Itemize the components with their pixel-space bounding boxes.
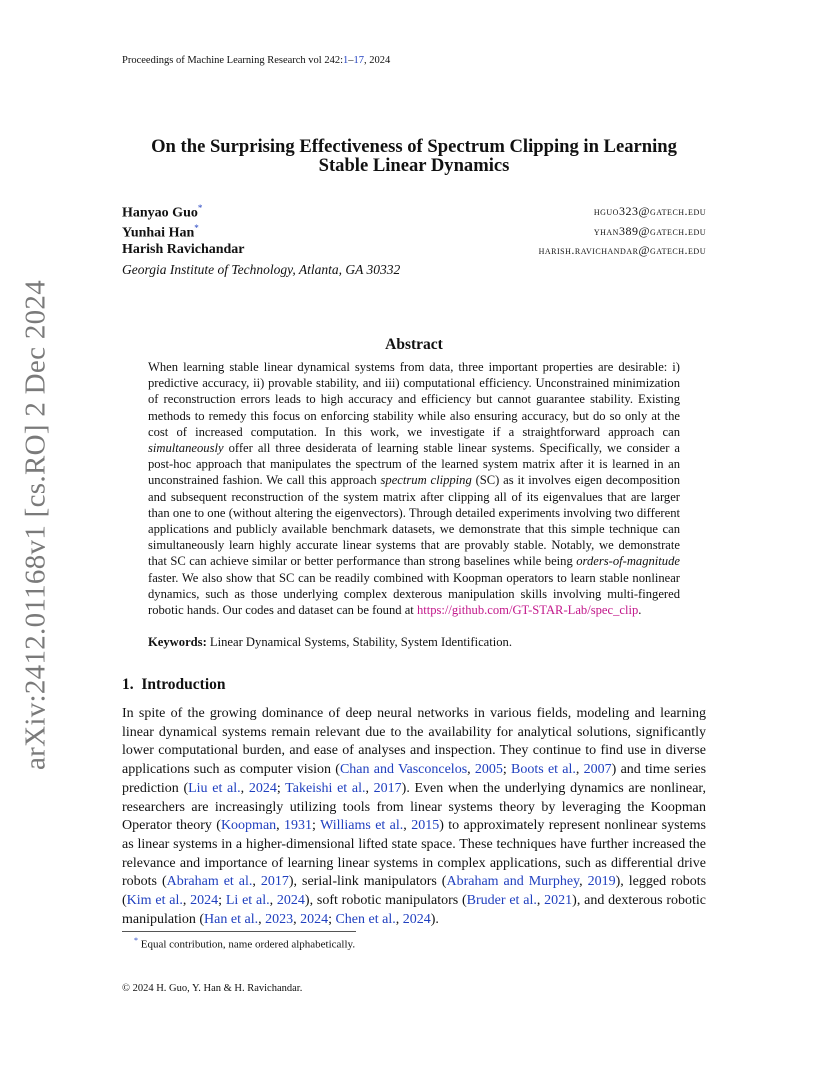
- author-name: Harish Ravichandar: [122, 242, 245, 257]
- keywords-label: Keywords:: [148, 635, 207, 649]
- body-text: ;: [502, 762, 512, 778]
- citation-link[interactable]: 2005: [474, 762, 503, 778]
- body-text: ;: [276, 780, 286, 796]
- footnote-mark-link[interactable]: *: [194, 222, 199, 233]
- footnote-text: Equal contribution, name ordered alphabetically.: [138, 938, 356, 951]
- author-row: [122, 242, 706, 262]
- citation-link[interactable]: Boots et al.: [511, 762, 576, 778]
- citation-link[interactable]: Williams et al.: [320, 818, 404, 834]
- citation-link[interactable]: 2007: [583, 762, 612, 778]
- body-text: ), soft robotic manipulators (: [304, 893, 467, 909]
- body-text: ,: [467, 762, 475, 778]
- venue-text: Proceedings of Machine Learning Research vol 242:: [122, 55, 344, 66]
- abstract-text: (SC) as it involves eigen decomposition and subsequent reconstruction of the system matrix after clipping all of its eigenvalues that are larger than one to one (without altering the eigenvectors). Through detailed experiments involving two different applications and publicly available benchmark datasets, we demonstrate that this simple technique can simultaneously learn highly accurate linear systems that are provably stable. Notably, we demonstrate that SC can achieve similar or better performance than strong baselines while being: [148, 473, 681, 569]
- abstract-heading: Abstract: [385, 336, 443, 353]
- body-text: ).: [430, 911, 439, 927]
- body-text: ) and time series prediction (: [122, 762, 707, 796]
- body-text: ), serial-link manipulators (: [288, 874, 447, 890]
- citation-link[interactable]: Kim et al.: [126, 893, 183, 909]
- abstract-emphasis: orders-of-magnitude: [576, 554, 680, 569]
- body-text: ), and dexterous robotic manipulation (: [122, 893, 707, 927]
- author-block: [122, 203, 706, 278]
- citation-link[interactable]: Koopman: [220, 818, 277, 834]
- body-text: ,: [258, 911, 266, 927]
- citation-link[interactable]: Han et al.: [204, 911, 259, 927]
- citation-link[interactable]: 2024: [402, 911, 431, 927]
- header-year: , 2024: [364, 55, 391, 66]
- citation-link[interactable]: Takeishi et al.: [285, 780, 366, 796]
- section-heading: [122, 676, 226, 694]
- citation-link[interactable]: 2017: [260, 874, 289, 890]
- body-text: ), legged robots (: [122, 874, 707, 909]
- body-text: ;: [328, 911, 336, 927]
- title-line-2: Stable Linear Dynamics: [318, 155, 510, 176]
- paper-title: [100, 137, 728, 175]
- citation-link[interactable]: 2015: [411, 818, 440, 834]
- abstract-emphasis: simultaneously: [148, 441, 224, 456]
- body-text: ,: [536, 893, 545, 909]
- author-email: hguo323@gatech.edu: [593, 204, 706, 218]
- abstract-text: .: [638, 603, 642, 618]
- body-text: ;: [218, 893, 226, 909]
- author-row: [122, 203, 706, 223]
- code-url-link[interactable]: https://github.com/GT-STAR-Lab/spec_clip: [416, 603, 639, 618]
- body-text: ). Even when the underlying dynamics are nonlinear, researchers are increasingly utilizing tools from linear systems theory by leveraging the Koopman Operator theory (: [122, 780, 707, 834]
- citation-link[interactable]: Li et al.: [225, 893, 270, 909]
- body-text: ;: [312, 818, 321, 834]
- citation-link[interactable]: Abraham and Murphey: [446, 874, 580, 890]
- citation-link[interactable]: 2024: [248, 780, 277, 796]
- body-text: ,: [276, 818, 285, 834]
- body-text: ,: [240, 780, 249, 796]
- keywords: [148, 635, 680, 650]
- footnote-mark-link[interactable]: *: [197, 203, 203, 213]
- citation-link[interactable]: 1931: [284, 818, 313, 834]
- intro-paragraph: [122, 705, 706, 929]
- author-name: [122, 223, 199, 242]
- citation-link[interactable]: Chan and Vasconcelos: [339, 762, 468, 778]
- citation-link[interactable]: 2024: [300, 911, 329, 927]
- keywords-text: Linear Dynamical Systems, Stability, System Identification.: [206, 635, 512, 649]
- body-text: ,: [293, 911, 301, 927]
- arxiv-identifier: arXiv:2412.01168v1 [cs.RO] 2 Dec 2024: [19, 279, 52, 771]
- author-email: yhan389@gatech.edu: [593, 223, 706, 238]
- citation-link[interactable]: Abraham et al.: [166, 874, 253, 890]
- copyright-notice: © 2024 H. Guo, Y. Han & H. Ravichandar.: [122, 983, 303, 994]
- body-text: ,: [252, 874, 261, 890]
- section-number: 1.: [122, 676, 134, 693]
- body-text: ,: [269, 893, 277, 909]
- citation-link[interactable]: 2021: [544, 893, 573, 909]
- citation-link[interactable]: 2017: [373, 780, 402, 796]
- body-text: ,: [365, 780, 374, 796]
- body-text: ,: [579, 874, 588, 890]
- body-text: ,: [575, 762, 584, 778]
- author-email: harish.ravichandar@gatech.edu: [538, 243, 706, 257]
- citation-link[interactable]: 2024: [276, 893, 305, 909]
- citation-link[interactable]: 2023: [265, 911, 294, 927]
- abstract-text: faster. We also show that SC can be readily combined with Koopman operators to learn stable nonlinear dynamics, such as those underlying complex dexterous manipulation skills involving multi-fingered robotic hands. Our codes and dataset can be found at: [148, 570, 680, 618]
- abstract-body: [148, 359, 680, 618]
- affiliation: Georgia Institute of Technology, Atlanta, GA 30332: [122, 261, 401, 277]
- page-end-link[interactable]: 17: [353, 55, 365, 66]
- arxiv-sidebar: [14, 279, 58, 771]
- abstract-text: When learning stable linear dynamical systems from data, three important properties are desirable: i) predictive accuracy, ii) provable stability, and iii) computational efficiency. Unconstrained minimization of reconstruction errors leads to high accuracy and efficiency but cannot guarantee stability. Existing methods to remedy this focus on enforcing stability while also ensuring accuracy, but do so only at the cost of increased computation. In this work, we investigate if a straightforward approach can: [148, 360, 680, 439]
- body-text: ,: [395, 911, 403, 927]
- body-text: ,: [182, 893, 191, 909]
- page-range-dash: –: [348, 55, 354, 66]
- body-text: ,: [403, 818, 412, 834]
- section-title: Introduction: [141, 676, 226, 693]
- footnote: [134, 936, 355, 951]
- citation-link[interactable]: Bruder et al.: [466, 893, 537, 909]
- footnote-rule: [122, 931, 356, 932]
- author-name: [122, 203, 202, 222]
- author-name-text: Hanyao Guo: [122, 205, 198, 221]
- abstract-emphasis: spectrum clipping: [380, 473, 472, 488]
- title-line-1: On the Surprising Effectiveness of Spectrum Clipping in Learning: [151, 136, 677, 157]
- body-text: ) to approximately represent nonlinear systems as linear systems in a higher-dimensional lifted state space. These techniques have further increased the relevance and importance of learning linear systems in complex applications, such as differential drive robots (: [122, 818, 707, 890]
- page-start-link[interactable]: 1: [343, 55, 349, 66]
- abstract-text: offer all three desiderata of learning stable linear systems. Specifically, we consider a post-hoc approach that manipulates the spectrum of the learned system matrix after it is learned in an unconstrained fashion. We call this approach: [148, 441, 680, 488]
- author-name-text: Yunhai Han: [122, 225, 195, 241]
- footnote-mark: *: [134, 936, 138, 945]
- body-text: In spite of the growing dominance of deep neural networks in various fields, modeling and learning linear dynamical systems remain relevant due to the availability for analytical solutions, significantly lower computational burden, and ease of analyses and inspection. They continue to find use in diverse applications such as computer vision (: [122, 706, 706, 778]
- citation-link[interactable]: Liu et al.: [188, 780, 241, 796]
- author-row: [122, 223, 706, 243]
- running-header: [122, 55, 390, 66]
- citation-link[interactable]: Chen et al.: [335, 911, 396, 927]
- citation-link[interactable]: 2019: [587, 874, 616, 890]
- citation-link[interactable]: 2024: [190, 893, 219, 909]
